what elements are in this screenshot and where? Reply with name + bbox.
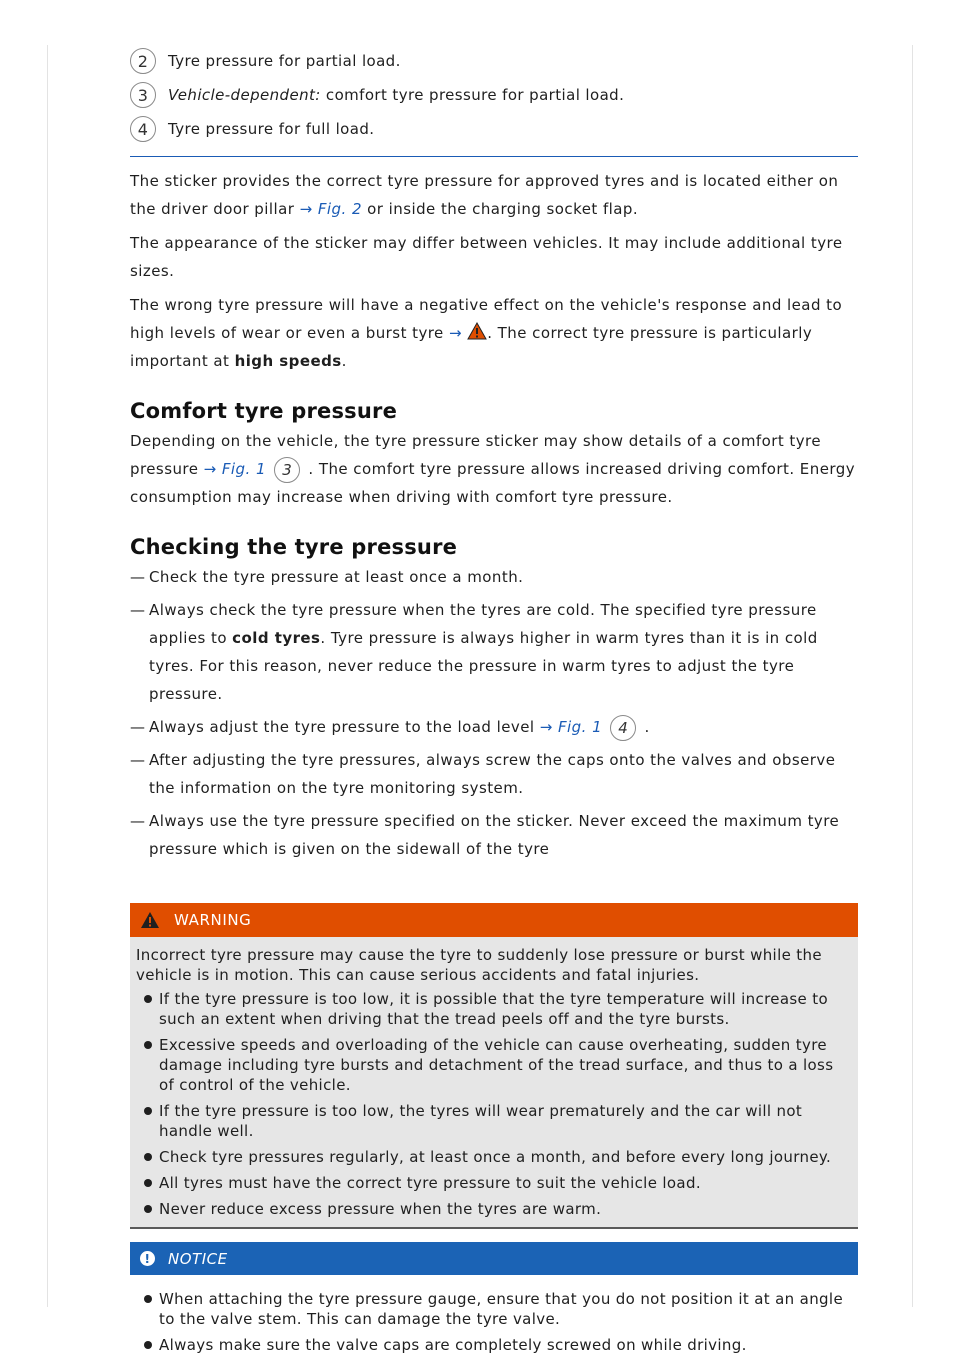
page-border-left [47,45,48,1307]
instruction-step: — Always use the tyre pressure specified on the sticker. Never exceed the maximum tyre pressure which is given on the sidewall of the tyre [130,812,840,858]
arrow-icon: → [539,718,553,736]
warning-title: WARNING [174,911,252,929]
figure-callout-number: 4 [610,715,636,741]
list-item: Never reduce excess pressure when the tyres are warm. [136,1199,852,1219]
instruction-step: — After adjusting the tyre pressures, always screw the caps onto the valves and observe the information on the tyre monitoring system. [130,751,836,797]
intro-paragraph: The appearance of the sticker may differ between vehicles. It may include additional tyre sizes. [130,234,843,280]
list-item: Always make sure the valve caps are completely screwed on while driving. [136,1335,852,1355]
section-heading-checking: Checking the tyre pressure [130,535,458,559]
legend-number: 2 [130,48,156,74]
legend-number: 4 [130,116,156,142]
legend-item [130,112,858,146]
legend-item [130,78,858,112]
legend-text: Tyre pressure for partial load. [168,52,401,70]
arrow-icon: → [203,460,217,478]
list-item: Excessive speeds and overloading of the vehicle can cause overheating, sudden tyre damage including tyre bursts and detachment of the tread surface, and thus to a loss of control of the vehicle. [136,1035,852,1095]
page-border-right [912,45,913,1307]
figure-link[interactable]: Fig. 1 [557,718,603,736]
notice-box [130,1275,858,1358]
legend-text: comfort tyre pressure for partial load. [320,86,625,104]
arrow-icon: → [299,200,313,218]
intro-paragraph: The wrong tyre pressure will have a negative effect on the vehicle's response and lead to high levels of wear or even a burst tyre → . The correct tyre pressure is particularly important at high speeds. [130,296,843,370]
figure-link[interactable]: Fig. 2 [317,200,362,218]
figure-callout-number: 3 [274,457,300,483]
section-heading-comfort: Comfort tyre pressure [130,399,398,423]
intro-paragraph: The sticker provides the correct tyre pressure for approved tyres and is located either on the driver door pillar → Fig. 2 or inside the charging socket flap. [130,172,839,218]
notice-header [130,1242,858,1275]
instruction-step: — Check the tyre pressure at least once a month. [130,568,524,586]
instruction-step: — Always check the tyre pressure when the tyres are cold. The specified tyre pressure applies to cold tyres. Tyre pressure is always higher in warm tyres than it is in cold tyres. For this reason, never reduce the pressure in warm tyres to adjust the tyre pressure. [130,601,818,703]
comfort-paragraph: Depending on the vehicle, the tyre pressure sticker may show details of a comfort tyre pressure → Fig. 1 3 . The comfort tyre pressure allows increased driving comfort. Energy consumption may increase when driving with comfort tyre pressure. [130,432,856,506]
list-item: When attaching the tyre pressure gauge, ensure that you do not position it at an angle to the valve stem. This can damage the tyre valve. [136,1289,852,1329]
notice-list [136,1289,852,1355]
list-item: All tyres must have the correct tyre pressure to suit the vehicle load. [136,1173,852,1193]
section-divider [130,156,858,157]
legend-text: Tyre pressure for full load. [168,120,375,138]
warning-list [136,989,852,1219]
exclamation-circle-icon: ! [140,1251,155,1266]
instruction-step: — Always adjust the tyre pressure to the load level → Fig. 1 4 . [130,713,858,741]
figure-link[interactable]: Fig. 1 [221,460,266,478]
warning-box [130,937,858,1229]
legend-prefix: Vehicle-dependent: [168,86,321,104]
warning-triangle-icon [140,911,160,929]
legend-number: 3 [130,82,156,108]
list-item: Check tyre pressures regularly, at least once a month, and before every long journey. [136,1147,852,1167]
manual-page [130,44,858,1358]
arrow-icon: → [448,324,462,342]
list-item: If the tyre pressure is too low, it is possible that the tyre temperature will increase to such an extent when driving that the tread peels off and the tyre bursts. [136,989,852,1029]
warning-triangle-icon[interactable] [467,322,487,340]
warning-header [130,903,858,937]
notice-title: NOTICE [168,1249,228,1268]
warning-text: Incorrect tyre pressure may cause the tyre to suddenly lose pressure or burst while the vehicle is in motion. This can cause serious accidents and fatal injuries. [136,946,822,984]
list-item: If the tyre pressure is too low, the tyres will wear prematurely and the car will not handle well. [136,1101,852,1141]
legend-item [130,44,858,78]
emphasis: cold tyres [232,629,321,647]
emphasis: high speeds [234,352,342,370]
